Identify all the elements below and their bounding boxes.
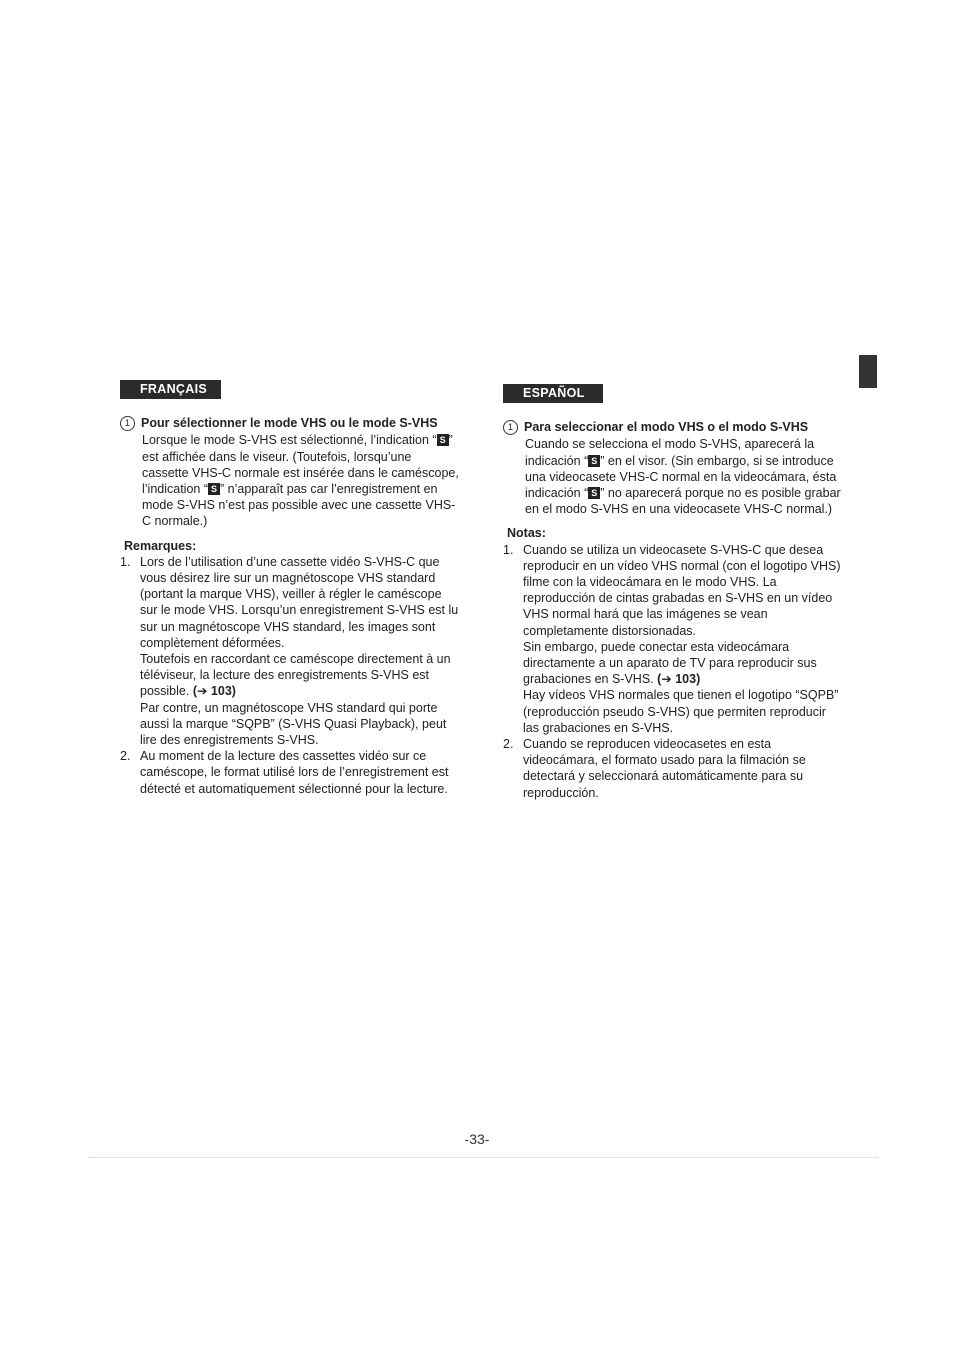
note-paragraph: Lors de l’utilisation d’une cassette vidéo S-VHS-C que vous désirez lire sur un magnétoscope VHS standard (portant la marque VHS), veiller à régler le caméscope sur le mode VHS. Lorsqu’un enregistrement S-VHS est lu sur un magnétoscope VHS standard, les images sont complètement déformées. <box>140 554 459 650</box>
list-item <box>503 736 843 801</box>
notes-list-french <box>120 554 460 797</box>
intro-text-1: Cuando se selecciona el modo S-VHS, aparecerá la indicación “ <box>525 437 815 468</box>
spanish-column <box>503 384 843 801</box>
circled-number-icon: 1 <box>120 416 135 431</box>
intro-paragraph-spanish <box>525 436 843 517</box>
note-text: Toutefois en raccordant ce caméscope directement à un téléviseur, la lecture des enregistrements S-VHS est possible. <box>140 652 451 699</box>
section-heading-text: Pour sélectionner le mode VHS ou le mode S-VHS <box>141 416 438 431</box>
note-paragraph: Hay vídeos VHS normales que tienen el logotipo “SQPB” (reproducción pseudo S-VHS) que permiten reproducir las grabaciones en S-VHS. <box>523 688 839 735</box>
list-number: 2. <box>503 737 514 752</box>
list-item-body <box>523 736 843 801</box>
note-paragraph <box>140 651 460 700</box>
list-number: 2. <box>120 749 131 764</box>
circled-number-icon: 1 <box>503 420 518 435</box>
note-paragraph <box>523 639 843 688</box>
notes-title-spanish: Notas: <box>507 526 546 541</box>
section-heading-spanish <box>503 419 843 435</box>
list-number: 1. <box>503 542 514 557</box>
list-item <box>120 748 460 797</box>
list-number: 1. <box>120 554 131 569</box>
french-column <box>120 380 460 797</box>
list-item <box>503 542 843 736</box>
note-paragraph: Cuando se utiliza un videocasete S-VHS-C que desea reproducir en un vídeo VHS normal (con el logotipo VHS) filme con la videocámara en le modo VHS. La reproducción de cintas grabadas en S-VHS en un vídeo VHS normal hará que las imágenes se vean completamente distorsionadas. <box>523 542 841 638</box>
note-paragraph: Au moment de la lecture des cassettes vidéo sur ce caméscope, le format utilisé lors de l’enregistrement est détecté et automatiquement sélectionné pour la lecture. <box>140 749 449 796</box>
note-text: Sin embargo, puede conectar esta videocámara directamente a un aparato de TV para reproducir sus grabaciones en S-VHS. <box>523 639 817 687</box>
page-reference: (➔ 103) <box>192 684 236 699</box>
note-paragraph: Par contre, un magnétoscope VHS standard qui porte aussi la marque “SQPB” (S-VHS Quasi Playback), peut lire des enregistrements S-VHS. <box>140 700 447 748</box>
page-number: -33- <box>464 1131 490 1147</box>
list-item <box>120 554 460 748</box>
s-vhs-indicator-icon: S <box>588 455 600 467</box>
s-vhs-indicator-icon: S <box>437 434 449 446</box>
section-heading-french <box>120 415 460 431</box>
s-vhs-indicator-icon: S <box>588 487 600 499</box>
intro-text-3: ” n’apparaît pas car l’enregistrement en mode S-VHS n’est pas possible avec une cassette VHS-C normale.) <box>142 482 456 529</box>
section-heading-text: Para seleccionar el modo VHS o el modo S-VHS <box>524 420 809 435</box>
footer-divider <box>88 1157 878 1158</box>
intro-text-2: ” est affichée dans le viseur. (Toutefois, lorsqu’une cassette VHS-C normale est insérée dans le caméscope, l’indication “ <box>142 433 459 497</box>
intro-text-2: ” en el visor. (Sin embargo, si se introduce una videocasete VHS-C normal en la videocámara, ésta indicación “ <box>525 453 837 501</box>
language-badge-french: FRANÇAIS <box>120 380 221 399</box>
page-reference: (➔ 103) <box>657 672 701 687</box>
list-item-body <box>140 748 460 797</box>
note-paragraph: Cuando se reproducen videocasetes en esta videocámara, el formato usado para la filmación se detectará y seleccionará automáticamente para su reproducción. <box>523 737 806 800</box>
intro-text-3: ” no aparecerá porque no es posible grabar en el modo S-VHS en una videocasete VHS-C normal.) <box>525 486 841 517</box>
intro-paragraph-french <box>142 432 460 529</box>
list-item-body <box>523 542 843 736</box>
section-tab-marker <box>859 355 877 388</box>
list-item-body <box>140 554 460 748</box>
s-vhs-indicator-icon: S <box>208 483 220 495</box>
intro-text-1: Lorsque le mode S-VHS est sélectionné, l’indication “ <box>142 433 437 448</box>
language-badge-spanish: ESPAÑOL <box>503 384 603 403</box>
notes-title-french: Remarques: <box>124 538 197 553</box>
notes-list-spanish <box>503 542 843 801</box>
